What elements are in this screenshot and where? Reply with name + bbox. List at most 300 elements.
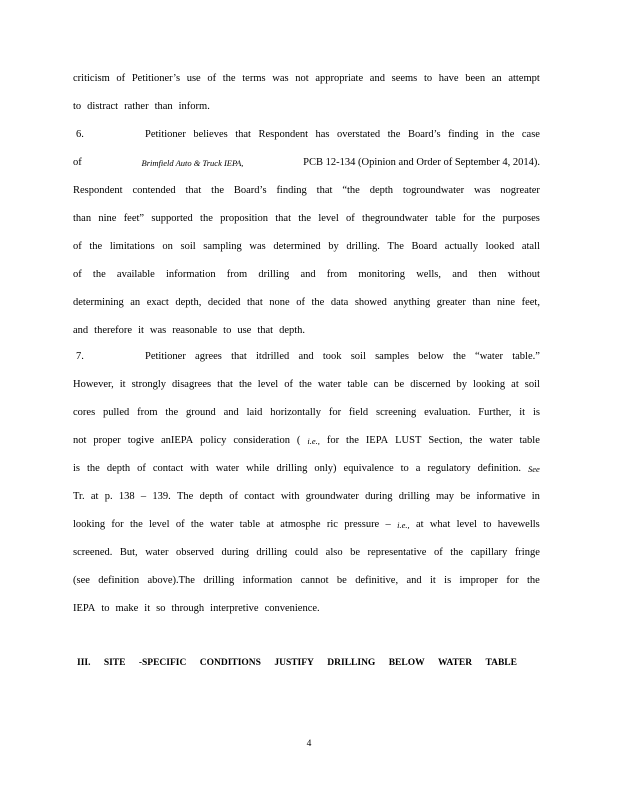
word: the [165,407,179,418]
word: of [175,519,185,530]
word: level [456,519,477,530]
word: be [394,379,405,390]
word: of [73,241,82,252]
word: showed [354,297,387,308]
word: the [200,213,213,224]
body-text-line [73,100,540,114]
word: Tr. [73,491,85,502]
word: of [284,379,293,390]
word: table [519,435,540,446]
body-text-line [73,268,540,282]
word: be [460,491,471,502]
word: that [316,185,333,196]
word: policy [200,435,227,446]
word: to [483,519,492,530]
word: overstated [336,129,381,140]
word: of [207,73,217,84]
word: for [328,407,342,418]
word: a [415,463,421,474]
word: TABLE [485,658,517,668]
word: drilling. [346,241,380,252]
word: make [115,603,139,614]
word: ground [186,407,216,418]
word: havewells [497,519,540,530]
word: on [162,241,173,252]
body-text-line [73,296,540,310]
word: the [87,463,100,474]
word: to [423,73,433,84]
word: of [346,213,355,224]
word: than [472,297,491,308]
word: field [348,407,369,418]
word: atmosphe [280,519,321,530]
word: looked [485,241,515,252]
body-text-line [73,462,540,476]
word: the [92,269,106,280]
word: contended [132,185,176,196]
word: level [149,519,170,530]
body-text-line [73,212,540,226]
word: BELOW [388,658,425,668]
word: by [456,379,467,390]
word: depth, [175,297,202,308]
word: water [210,519,234,530]
case-citation-line [73,156,540,170]
word: The [177,491,194,502]
word: “water [475,351,504,362]
word: limitations [109,241,155,252]
word: can [373,379,389,390]
word: (see [73,575,90,586]
word: Board [411,241,438,252]
word: definition [98,575,140,586]
word: at [415,519,424,530]
word: use [237,325,252,336]
word: an [130,297,141,308]
word: of [296,297,305,308]
page-number: 4 [306,739,312,749]
word: JUSTIFY [274,658,314,668]
word: contact [244,491,275,502]
word: that [257,325,274,336]
word: information [242,575,293,586]
word: by [328,241,339,252]
word: have [438,73,459,84]
body-text-line [73,324,540,338]
word: data [330,297,349,308]
word: – [385,519,391,530]
word: the [387,129,401,140]
word: the [482,213,496,224]
word: drilling [258,269,290,280]
word: Petitioner [145,129,186,140]
word: the [190,519,204,530]
word: therefore [94,325,133,336]
word: that [217,379,233,390]
word: pulled [103,407,130,418]
word: to [101,603,110,614]
word: then [478,269,497,280]
word: III. [77,658,91,668]
word: consideration [233,435,290,446]
word: and [300,269,316,280]
word: could [294,547,319,558]
word: nine [98,213,117,224]
word: be [350,547,361,558]
word: water [145,547,169,558]
word: water [317,379,342,390]
word: Respondent [73,185,123,196]
word: terms [242,73,266,84]
word: appropriate [315,73,364,84]
word: the [298,213,312,224]
body-text-line [73,602,540,616]
word: the [222,73,236,84]
word: that [185,185,202,196]
word: Petitioner [145,351,186,362]
word: determining [73,297,124,308]
body-text-line [73,434,540,448]
paragraph-first-line [145,128,540,142]
word: it [519,407,526,418]
word: nogreater [500,185,540,196]
word: discerned [410,379,451,390]
word: fringe [514,547,540,558]
word: drilling [276,463,308,474]
word: decided [207,297,241,308]
word: not [73,435,87,446]
word: not [295,73,309,84]
case-name: Brimfield Auto & Truck IEPA, [141,158,244,168]
word: proposition [220,213,268,224]
word: at [266,519,274,530]
word: horizontally [270,407,321,418]
word: the [527,575,540,586]
word: togroundwater [402,185,465,196]
word: so [156,603,166,614]
word: regulatory [427,463,471,474]
word: with [280,491,300,502]
word: LUST [395,435,422,446]
body-text-line [73,406,540,420]
word: Petitioner’s [131,73,181,84]
word: the [299,379,312,390]
word: sampling [203,241,242,252]
word: IEPA [73,603,96,614]
word: p. [104,491,113,502]
word: observed [176,547,214,558]
word: through [171,603,205,614]
body-text-line [73,240,540,254]
word: the [211,185,224,196]
word: has [315,129,330,140]
word: convenience. [264,603,320,614]
word: However, [73,379,114,390]
body-text-line [73,490,540,504]
word: DRILLING [327,658,376,668]
word: at [90,491,99,502]
word: none [269,297,290,308]
word: ( [296,435,301,446]
word: of [229,491,238,502]
word: screened. [73,547,113,558]
word: and [406,575,422,586]
word: available [116,269,155,280]
word: seems [391,73,418,84]
word: Board’s [233,185,267,196]
word: was [149,325,167,336]
word: contact [152,463,184,474]
word: case [521,129,540,140]
paragraph-number: 7. [76,351,84,362]
word: of [73,269,82,280]
word: soil [350,351,366,362]
word: Further, [478,407,512,418]
word: depth [369,185,394,196]
word: informative [476,491,526,502]
word: that [231,351,247,362]
word: than [73,213,92,224]
word: attempt [508,73,540,84]
word: rather [124,101,149,112]
word: thegroundwater [362,213,428,224]
word: itdrilled [256,351,290,362]
word: inform. [178,101,210,112]
word: information [166,269,216,280]
word: was [474,185,491,196]
word: – [140,491,147,502]
word: i.e., [307,436,320,446]
word: But, [119,547,138,558]
word: finding [448,129,479,140]
word: equivalence [343,463,394,474]
word: representative [367,547,427,558]
case-citation: PCB 12-134 (Opinion and Order of September 4, 2014). [303,157,540,168]
word: 139. [152,491,171,502]
word: with [190,463,209,474]
word: and [73,325,89,336]
word: table [435,213,456,224]
word: while [246,463,270,474]
word: is [444,575,452,586]
word: togive [127,435,154,446]
body-text-line [73,546,540,560]
word: feet, [521,297,540,308]
word: the [89,241,103,252]
word: what [429,519,451,530]
word: is [73,463,81,474]
word: improper [459,575,499,586]
word: and [298,351,314,362]
word: during [221,547,249,558]
word: capillary [470,547,508,558]
word: may [435,491,455,502]
word: SITE [103,658,126,668]
word: agrees [195,351,222,362]
word: laid [246,407,263,418]
word: the [501,129,515,140]
word: in [485,129,495,140]
word: drilling [398,491,430,502]
word: of [137,463,146,474]
body-text-line [73,574,540,588]
word: The [387,241,404,252]
word: that [275,213,291,224]
word: wells, [416,269,442,280]
word: believes [193,129,228,140]
word: definitive, [355,575,399,586]
word: level [318,213,339,224]
word: and [223,407,239,418]
word: soil [180,241,196,252]
word: was [272,73,289,84]
word: the [311,297,325,308]
word: Respondent [258,129,309,140]
word: anything [393,297,431,308]
word: cannot [300,575,329,586]
word: drilling [256,547,288,558]
word: finding [276,185,307,196]
word: soil [524,379,540,390]
word: anIEPA [160,435,194,446]
word: disagrees [172,379,212,390]
word: took [322,351,342,362]
word: been [465,73,486,84]
word: pressure [344,519,380,530]
body-text-line [73,378,540,392]
word: exact [146,297,169,308]
word: below [418,351,444,362]
word: strongly [131,379,167,390]
word: actually [444,241,479,252]
word: looking [473,379,506,390]
word: water [489,435,513,446]
word: table [239,519,261,530]
word: that [247,297,263,308]
word: for [462,213,476,224]
word: it [429,575,436,586]
section-heading [77,656,517,670]
word: and [452,269,468,280]
word: 138 [118,491,135,502]
word: the [453,351,466,362]
word: use [186,73,201,84]
word: the [129,519,143,530]
word: above).The [147,575,195,586]
word: interpretive [210,603,259,614]
word: and [369,73,385,84]
word: table [347,379,368,390]
word: was [249,241,266,252]
word: depth [199,491,223,502]
word: to [400,463,409,474]
word: criticism [73,73,110,84]
word: CONDITIONS [199,658,261,668]
word: See [528,464,540,474]
word: is [532,407,540,418]
word: Section, [428,435,463,446]
word: for [326,435,340,446]
word: of [116,73,126,84]
word: of [433,547,443,558]
word: to [223,325,232,336]
word: purposes [502,213,540,224]
word: “the [342,185,360,196]
word: also [325,547,343,558]
word: during [365,491,393,502]
word: from [326,269,348,280]
body-text-line [73,184,540,198]
word: Board’s [407,129,441,140]
word: i.e., [397,520,410,530]
word: drilling [203,575,235,586]
word: water [215,463,240,474]
word: be [336,575,347,586]
body-text-line [73,518,540,532]
word: reasonable [172,325,218,336]
word: groundwater [305,491,359,502]
word: IEPA [365,435,389,446]
word: it [119,379,126,390]
word: the [346,435,359,446]
word: definition. [477,463,522,474]
word: ric [326,519,338,530]
word: greater [436,297,466,308]
word: distract [87,101,119,112]
word: that [235,129,251,140]
body-text-line [73,72,540,86]
paragraph-number: 6. [76,129,84,140]
word: depth. [279,325,306,336]
word: only) [314,463,337,474]
word: for [506,575,519,586]
word: -SPECIFIC [138,658,187,668]
word: without [507,269,540,280]
word: nine [496,297,516,308]
word: atall [521,241,540,252]
word: proper [93,435,121,446]
word: at [511,379,519,390]
word: level [257,379,279,390]
word: supported [151,213,193,224]
word: from [226,269,248,280]
word: an [491,73,502,84]
word: determined [273,241,321,252]
word: screening [376,407,417,418]
word: looking [73,519,106,530]
word: it [138,325,144,336]
word: feet” [123,213,145,224]
word: it [144,603,151,614]
paragraph-first-line [145,350,540,364]
word: from [137,407,158,418]
word: depth [106,463,131,474]
word: the [469,435,483,446]
word: samples [375,351,409,362]
word: cores [73,407,96,418]
word: for [111,519,124,530]
word: WATER [437,658,473,668]
case-prefix: of [73,157,82,168]
word: evaluation. [424,407,471,418]
word: than [154,101,173,112]
word: in [531,491,540,502]
word: to [73,101,82,112]
word: the [238,379,252,390]
word: the [450,547,464,558]
word: monitoring [358,269,406,280]
word: table.” [512,351,540,362]
